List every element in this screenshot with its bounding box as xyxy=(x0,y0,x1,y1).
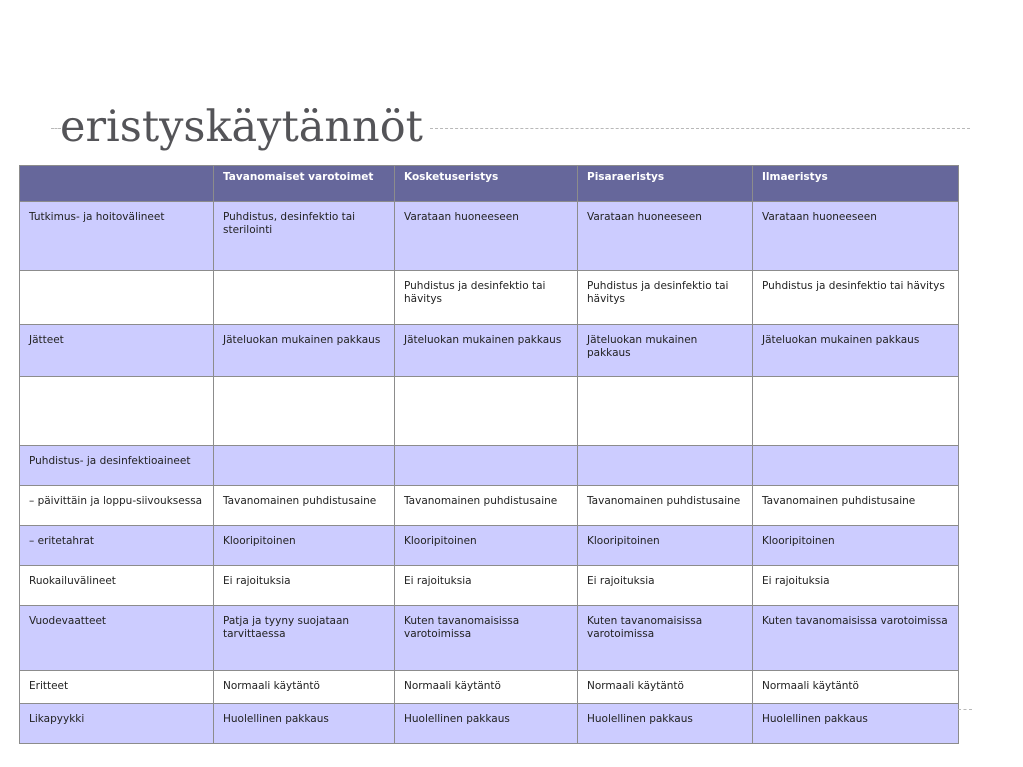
table-row xyxy=(20,486,959,526)
table-row xyxy=(20,271,959,325)
table-cell: Huolellinen pakkaus xyxy=(214,704,395,744)
table-cell: Ei rajoituksia xyxy=(578,566,753,606)
table-cell: Jäteluokan mukainen pakkaus xyxy=(753,325,959,377)
table-cell xyxy=(20,377,214,446)
table-cell: Ei rajoituksia xyxy=(395,566,578,606)
table-cell: Klooripitoinen xyxy=(753,526,959,566)
table-cell: Jäteluokan mukainen pakkaus xyxy=(395,325,578,377)
table-cell xyxy=(753,446,959,486)
slide-title: eristyskäytännöt xyxy=(60,102,423,152)
table-header-row xyxy=(20,166,959,202)
table-row xyxy=(20,704,959,744)
table-cell: Tavanomainen puhdistusaine xyxy=(753,486,959,526)
table-cell: Normaali käytäntö xyxy=(395,671,578,704)
table-row xyxy=(20,566,959,606)
table-cell xyxy=(578,446,753,486)
table-cell: Kuten tavanomaisissa varotoimissa xyxy=(753,606,959,671)
table-cell: Kuten tavanomaisissa varotoimissa xyxy=(578,606,753,671)
table-cell: Klooripitoinen xyxy=(214,526,395,566)
table-cell: Varataan huoneeseen xyxy=(578,202,753,271)
table-cell: Normaali käytäntö xyxy=(214,671,395,704)
isolation-practices-table xyxy=(19,165,959,744)
table-cell: Eritteet xyxy=(20,671,214,704)
table-cell: Ei rajoituksia xyxy=(214,566,395,606)
table-row xyxy=(20,377,959,446)
header-cell-contact-isolation: Kosketuseristys xyxy=(395,166,578,202)
table-cell: Huolellinen pakkaus xyxy=(753,704,959,744)
table-row xyxy=(20,671,959,704)
table-row xyxy=(20,526,959,566)
table-cell: Varataan huoneeseen xyxy=(395,202,578,271)
title-rule-right xyxy=(430,128,970,129)
table-cell: Patja ja tyyny suojataan tarvittaessa xyxy=(214,606,395,671)
table-cell: Ei rajoituksia xyxy=(753,566,959,606)
table-cell: Tavanomainen puhdistusaine xyxy=(214,486,395,526)
table-cell: Puhdistus- ja desinfektioaineet xyxy=(20,446,214,486)
table-cell xyxy=(214,446,395,486)
header-cell-airborne-isolation: Ilmaeristys xyxy=(753,166,959,202)
table-cell xyxy=(578,377,753,446)
table-cell: – päivittäin ja loppu-siivouksessa xyxy=(20,486,214,526)
table-cell: Puhdistus ja desinfektio tai hävitys xyxy=(753,271,959,325)
table-cell: Jäteluokan mukainen pakkaus xyxy=(214,325,395,377)
header-cell-droplet-isolation: Pisaraeristys xyxy=(578,166,753,202)
table-row xyxy=(20,446,959,486)
table-row xyxy=(20,325,959,377)
table-cell: Tavanomainen puhdistusaine xyxy=(578,486,753,526)
table-cell: – eritetahrat xyxy=(20,526,214,566)
table-cell: Puhdistus ja desinfektio tai hävitys xyxy=(578,271,753,325)
table-cell xyxy=(214,377,395,446)
table-cell: Klooripitoinen xyxy=(578,526,753,566)
table-cell: Jätteet xyxy=(20,325,214,377)
table-cell: Huolellinen pakkaus xyxy=(578,704,753,744)
table-cell: Klooripitoinen xyxy=(395,526,578,566)
header-cell-row-label xyxy=(20,166,214,202)
table-cell xyxy=(395,446,578,486)
table-cell: Puhdistus ja desinfektio tai hävitys xyxy=(395,271,578,325)
table-cell xyxy=(395,377,578,446)
footer-rule xyxy=(958,709,972,710)
table-cell xyxy=(753,377,959,446)
table-cell: Normaali käytäntö xyxy=(578,671,753,704)
table-cell: Jäteluokan mukainen pakkaus xyxy=(578,325,753,377)
table-cell: Vuodevaatteet xyxy=(20,606,214,671)
table-cell: Tutkimus- ja hoitovälineet xyxy=(20,202,214,271)
table-cell: Ruokailuvälineet xyxy=(20,566,214,606)
table-cell xyxy=(214,271,395,325)
table-cell: Puhdistus, desinfektio tai sterilointi xyxy=(214,202,395,271)
table-cell: Varataan huoneeseen xyxy=(753,202,959,271)
table-cell: Normaali käytäntö xyxy=(753,671,959,704)
table-cell: Kuten tavanomaisissa varotoimissa xyxy=(395,606,578,671)
table-cell: Likapyykki xyxy=(20,704,214,744)
table-cell: Huolellinen pakkaus xyxy=(395,704,578,744)
header-cell-standard-precautions: Tavanomaiset varotoimet xyxy=(214,166,395,202)
table-cell: Tavanomainen puhdistusaine xyxy=(395,486,578,526)
table-row xyxy=(20,202,959,271)
table-row xyxy=(20,606,959,671)
table-cell xyxy=(20,271,214,325)
